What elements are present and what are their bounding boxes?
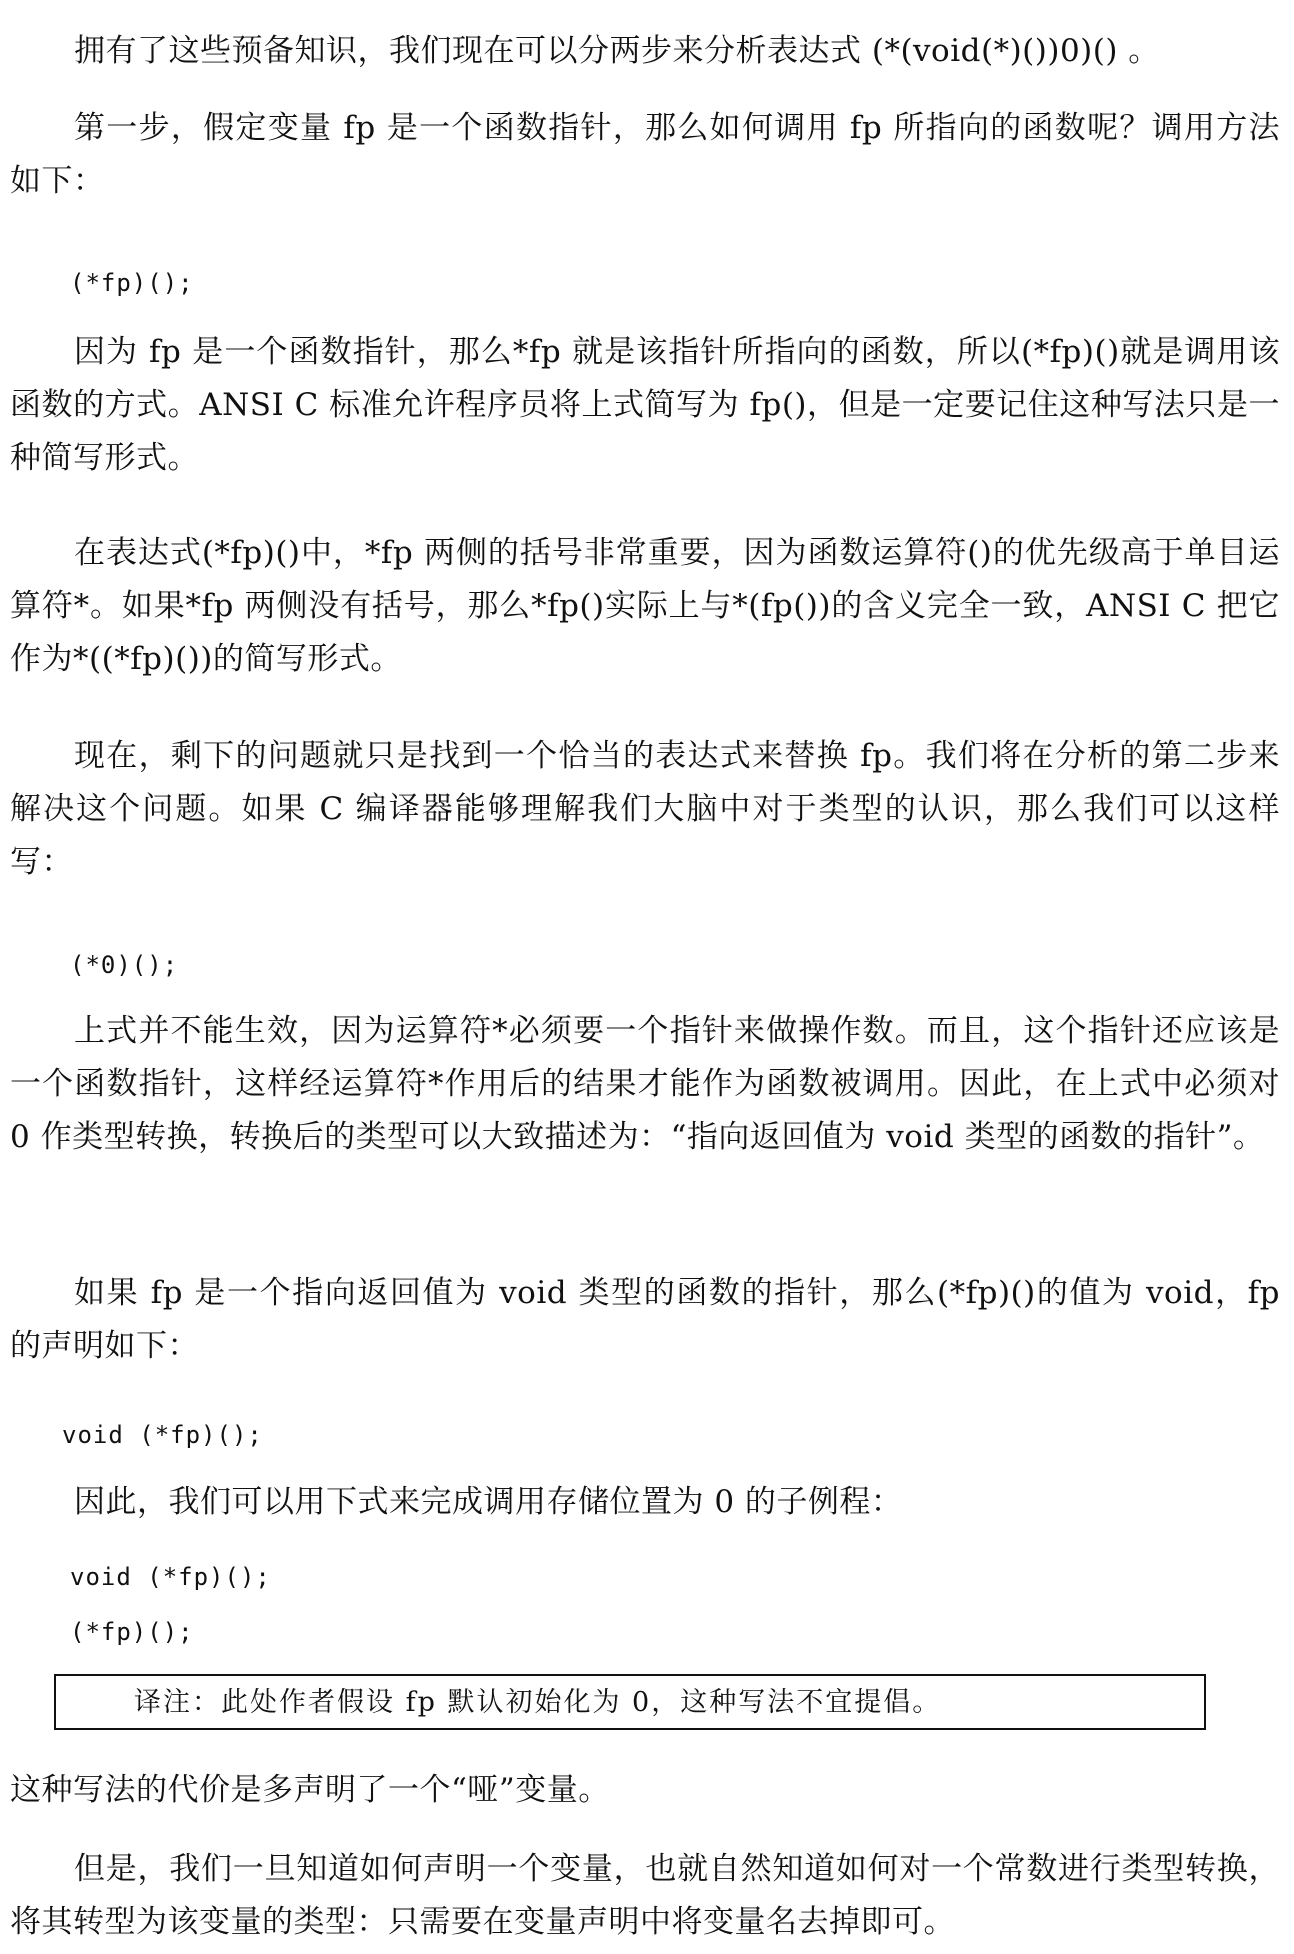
paragraph-dummy-variable: 这种写法的代价是多声明了一个“哑”变量。 bbox=[10, 1772, 610, 1808]
paragraph-subroutine: 因此，我们可以用下式来完成调用存储位置为 0 的子例程： bbox=[74, 1484, 903, 1520]
code-declare-and-call-line1: void (*fp)(); bbox=[70, 1563, 271, 1591]
translator-note-text: 译注：此处作者假设 fp 默认初始化为 0，这种写法不宜提倡。 bbox=[134, 1687, 942, 1718]
paragraph-replace-fp: 现在，剩下的问题就只是找到一个恰当的表达式来替换 fp。我们将在分析的第二步来解决这个问题。如果 C 编译器能够理解我们大脑中对于类型的认识，那么我们可以这样写： bbox=[10, 738, 1280, 880]
paragraph-fp-explanation: 因为 fp 是一个函数指针，那么*fp 就是该指针所指向的函数，所以(*fp)()就是调用该函数的方式。ANSI C 标准允许程序员将上式简写为 fp()，但是一定要记住这种写法只是一种简写形式。 bbox=[10, 334, 1280, 476]
paragraph-cast-constant: 但是，我们一旦知道如何声明一个变量，也就自然知道如何对一个常数进行类型转换，将其转型为该变量的类型：只需要在变量声明中将变量名去掉即可。 bbox=[10, 1851, 1280, 1940]
paragraph-step-one: 第一步，假定变量 fp 是一个函数指针，那么如何调用 fp 所指向的函数呢？调用方法如下： bbox=[10, 110, 1280, 199]
code-call-fp: (*fp)(); bbox=[70, 269, 194, 297]
paragraph-type-cast: 上式并不能生效，因为运算符*必须要一个指针来做操作数。而且，这个指针还应该是一个函数指针，这样经运算符*作用后的结果才能作为函数被调用。因此，在上式中必须对 0 作类型转换，转换后的类型可以大致描述为：“指向返回值为 void 类型的函数的指针”。 bbox=[10, 1013, 1280, 1155]
paragraph-fp-declaration: 如果 fp 是一个指向返回值为 void 类型的函数的指针，那么(*fp)()的值为 void，fp 的声明如下： bbox=[10, 1275, 1280, 1364]
paragraph-intro: 拥有了这些预备知识，我们现在可以分两步来分析表达式 (*(void(*)())0)() 。 bbox=[74, 33, 1160, 69]
code-call-zero: (*0)(); bbox=[70, 951, 179, 979]
paragraph-precedence: 在表达式(*fp)()中，*fp 两侧的括号非常重要，因为函数运算符()的优先级高于单目运算符*。如果*fp 两侧没有括号，那么*fp()实际上与*(fp())的含义完全一致，ANSI C 把它作为*((*fp)())的简写形式。 bbox=[10, 535, 1280, 677]
code-declare-and-call-line2: (*fp)(); bbox=[70, 1618, 194, 1646]
translator-note-box bbox=[54, 1674, 1206, 1730]
code-declare-fp: void (*fp)(); bbox=[62, 1421, 263, 1449]
